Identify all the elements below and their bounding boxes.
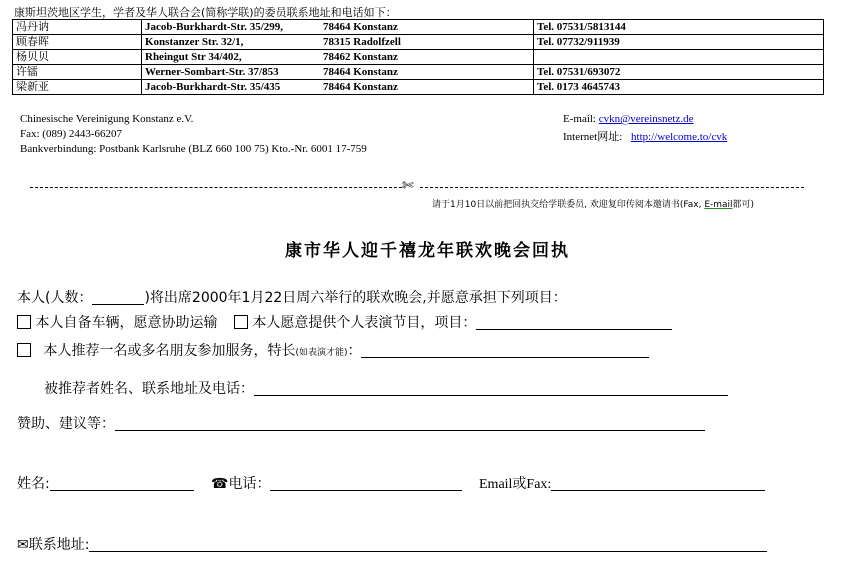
sponsor-line: 赞助、建议等： [17,413,705,433]
cut-line-right [420,187,804,188]
member-tel: Tel. 0173 4645743 [534,80,824,95]
member-address: Konstanzer Str. 32/1, 78315 Radolfzell [142,35,534,50]
website-link[interactable]: http://welcome.to/cvk [631,131,728,143]
member-name: 冯丹讷 [13,20,142,35]
table-row [13,80,824,95]
phone-icon: ☎ [211,476,229,492]
performance-field[interactable] [476,314,672,330]
own-car-checkbox[interactable] [17,315,31,329]
member-address: Rheingut Str 34/402, 78462 Konstanz [142,50,534,65]
member-name: 杨贝贝 [13,50,142,65]
org-email: E-mail: cvkn@vereinsnetz.de [563,113,694,125]
attendance-line: 本人(人数： )将出席2000年1月22日周六举行的联欢晚会,并愿意承担下列项目： [17,290,567,306]
deadline-note: 请于1月10日以前把回执交给学联委员, 欢迎复印传阅本邀请书(Fax, E-mail都可) [432,200,755,210]
sponsor-field[interactable] [115,415,705,431]
phone-field[interactable] [270,475,462,491]
own-car-label: 本人自备车辆，愿意协助运输 [35,315,218,331]
recommended-person-line: 被推荐者姓名、联系地址及电话： [44,378,728,398]
recommend-checkbox[interactable] [17,343,31,357]
name-field[interactable] [50,475,194,491]
org-fax: Fax: (089) 2443-66207 [20,128,123,140]
member-name: 顾春晖 [13,35,142,50]
recommended-person-field[interactable] [254,380,728,396]
intro-text: 康斯坦茨地区学生，学者及华人联合会(简称学联)的委员联系地址和电话如下： [14,6,397,19]
member-tel: Tel. 07531/693072 [534,65,824,80]
table-row [13,20,824,35]
member-address: Werner-Sombart-Str. 37/853 78464 Konstanz [142,65,534,80]
member-address: Jacob-Burkhardt-Str. 35/299, 78464 Konstanz [142,20,534,35]
member-tel: Tel. 07531/5813144 [534,20,824,35]
table-row [13,50,824,65]
org-name: Chinesische Vereinigung Konstanz e.V. [20,113,194,125]
option-row-1 [17,312,672,332]
members-table [12,19,824,95]
recommend-label: 本人推荐一名或多名朋友参加服务，特长 [43,343,296,359]
performance-label: 本人愿意提供个人表演节目，项目： [252,315,477,331]
performance-checkbox[interactable] [234,315,248,329]
people-count-field[interactable] [92,289,144,305]
member-tel: Tel. 07732/911939 [534,35,824,50]
address-line: ✉联系地址: [17,534,767,554]
table-row [13,35,824,50]
option-row-2: 本人推荐一名或多名朋友参加服务，特长(如表演才能)： [17,340,649,360]
member-address: Jacob-Burkhardt-Str. 35/435 78464 Konstanz [142,80,534,95]
page-title: 康市华人迎千禧龙年联欢晚会回执 [285,241,570,261]
email-fax-field[interactable] [551,475,765,491]
cut-line-left [30,187,402,188]
email-fax-line: Email或Fax: [479,473,765,493]
skill-field[interactable] [361,342,649,358]
phone-line: ☎电话： [211,473,462,493]
email-link[interactable]: cvkn@vereinsnetz.de [598,113,694,125]
address-field[interactable] [89,536,767,552]
name-line: 姓名: [17,473,194,493]
member-tel [534,50,824,65]
member-name: 许镭 [13,65,142,80]
scissors-icon: ✄ [402,178,414,194]
member-name: 梁新亚 [13,80,142,95]
envelope-icon: ✉ [17,537,29,553]
table-row [13,65,824,80]
org-bank: Bankverbindung: Postbank Karlsruhe (BLZ 660 100 75) Kto.-Nr. 6001 17-759 [20,143,367,155]
org-internet: Internet网址: http://welcome.to/cvk [563,131,728,143]
